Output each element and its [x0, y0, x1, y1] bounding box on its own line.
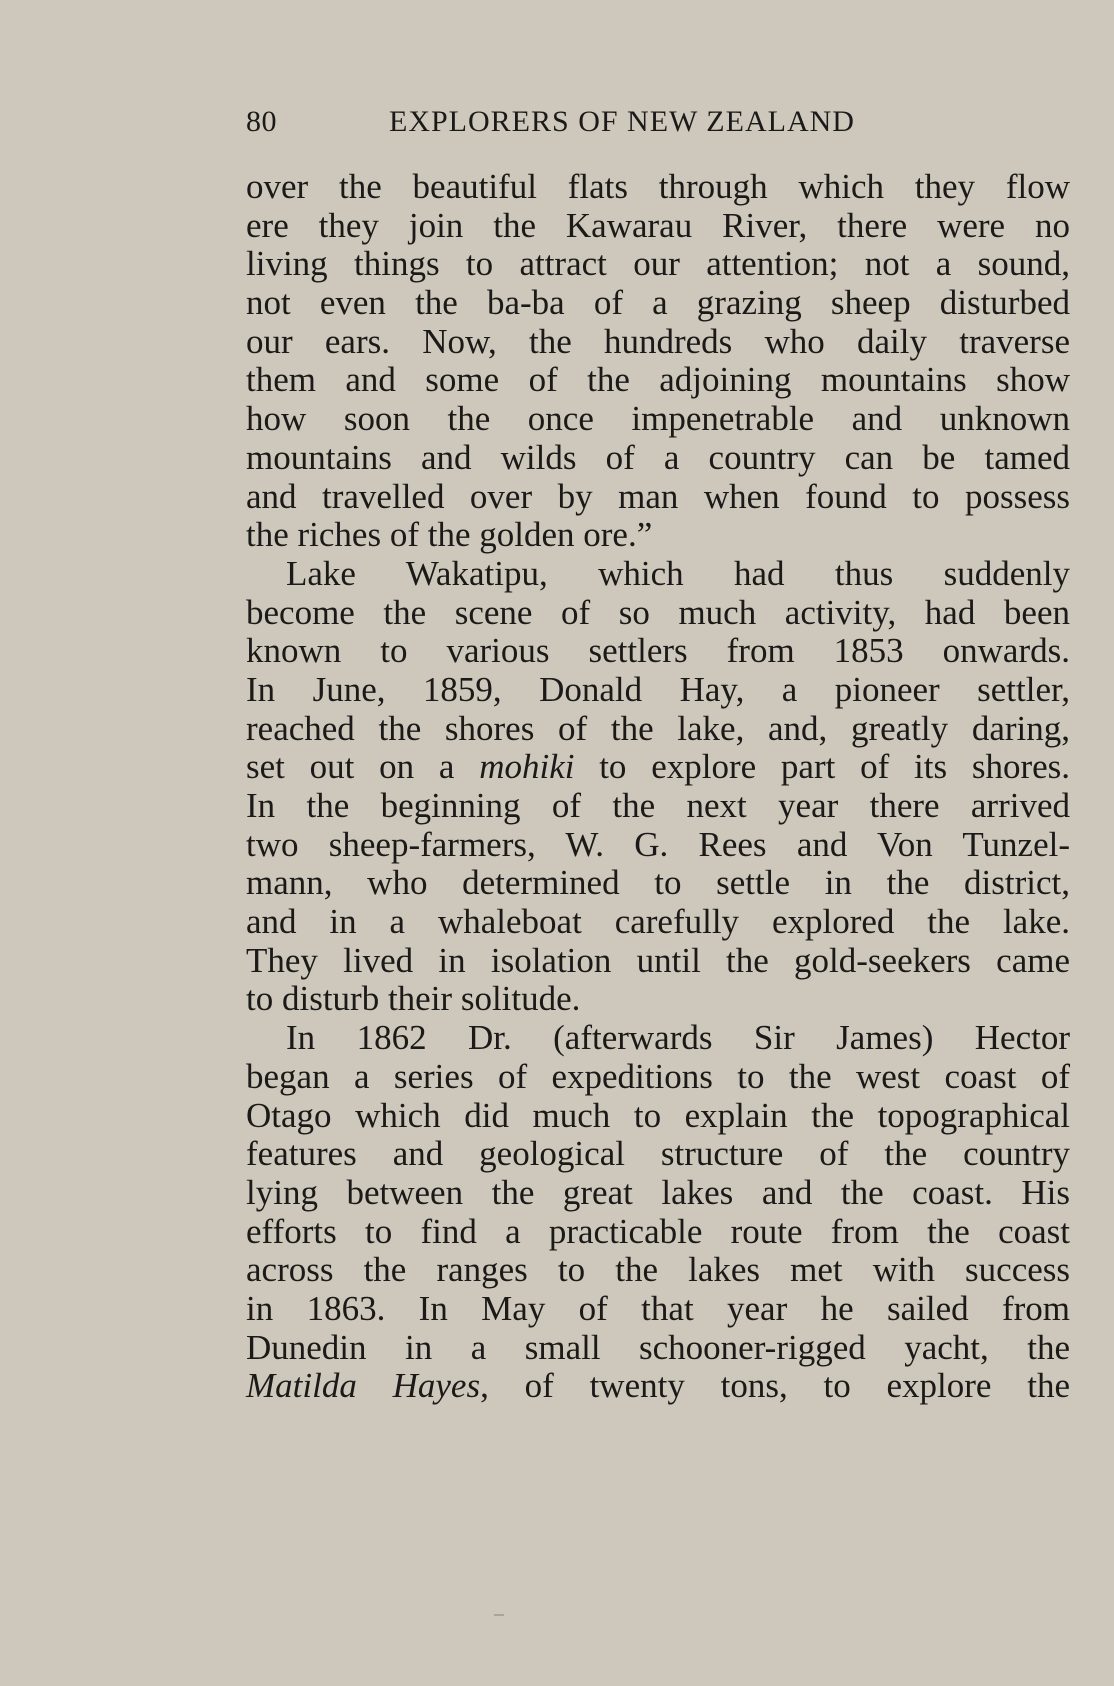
page-number: 80: [246, 105, 277, 138]
paper-speck: [494, 1614, 504, 1616]
italic-ship-name: Matilda Hayes: [246, 1366, 481, 1406]
italic-term: mohiki: [479, 747, 575, 787]
text-line: Otago which did much to explain the topographical: [246, 1095, 1070, 1135]
text-line: across the ranges to the lakes met with success: [246, 1250, 1070, 1290]
paragraph-start-line: Lake Wakatipu, which had thus suddenly: [286, 553, 1070, 593]
body-text: [246, 168, 1070, 1406]
text-line: features and geological structure of the country: [246, 1134, 1070, 1174]
text-line: began a series of expeditions to the west coast of: [246, 1056, 1070, 1096]
text-run: to explore part of its shores.: [574, 747, 1071, 787]
text-line: two sheep-farmers, W. G. Rees and Von Tunzel-: [246, 824, 1070, 864]
text-line: They lived in isolation until the gold-seekers came: [246, 940, 1070, 980]
text-line: In the beginning of the next year there arrived: [246, 786, 1070, 825]
text-line: become the scene of so much activity, had been: [246, 592, 1070, 632]
text-run: , of twenty tons, to explore the: [480, 1366, 1070, 1406]
paragraph-end-line: to disturb their solitude.: [246, 979, 581, 1019]
text-line: In June, 1859, Donald Hay, a pioneer settler,: [246, 669, 1070, 709]
paragraph-end-line: the riches of the golden ore.”: [246, 515, 653, 555]
running-head: [246, 102, 926, 142]
text-line: mann, who determined to settle in the district,: [246, 863, 1070, 903]
text-line-with-italic: [246, 1367, 1070, 1406]
text-line: known to various settlers from 1853 onwards.: [246, 631, 1070, 671]
text-run: set out on a: [246, 747, 480, 787]
text-line: reached the shores of the lake, and, greatly daring,: [246, 708, 1070, 748]
text-line: ere they join the Kawarau River, there were no: [246, 205, 1070, 245]
paragraph-start-line: In 1862 Dr. (afterwards Sir James) Hector: [286, 1018, 1070, 1058]
text-line: our ears. Now, the hundreds who daily traverse: [246, 321, 1070, 361]
text-line: Dunedin in a small schooner-rigged yacht, the: [246, 1327, 1070, 1367]
text-line: in 1863. In May of that year he sailed from: [246, 1288, 1070, 1328]
text-line: over the beautiful flats through which they flow: [246, 167, 1070, 206]
text-line: how soon the once impenetrable and unknown: [246, 399, 1070, 439]
text-line: and in a whaleboat carefully explored the lake.: [246, 902, 1070, 942]
text-line: living things to attract our attention; not a sound,: [246, 244, 1070, 284]
running-title: EXPLORERS OF NEW ZEALAND: [389, 105, 855, 138]
text-line: not even the ba-ba of a grazing sheep disturbed: [246, 283, 1070, 323]
text-line: them and some of the adjoining mountains show: [246, 360, 1070, 400]
text-line: lying between the great lakes and the coast. His: [246, 1172, 1070, 1212]
text-line: mountains and wilds of a country can be tamed: [246, 437, 1070, 477]
text-line: efforts to find a practicable route from the coast: [246, 1211, 1070, 1251]
text-line-with-italic: [246, 748, 1070, 787]
text-line: and travelled over by man when found to possess: [246, 476, 1070, 516]
